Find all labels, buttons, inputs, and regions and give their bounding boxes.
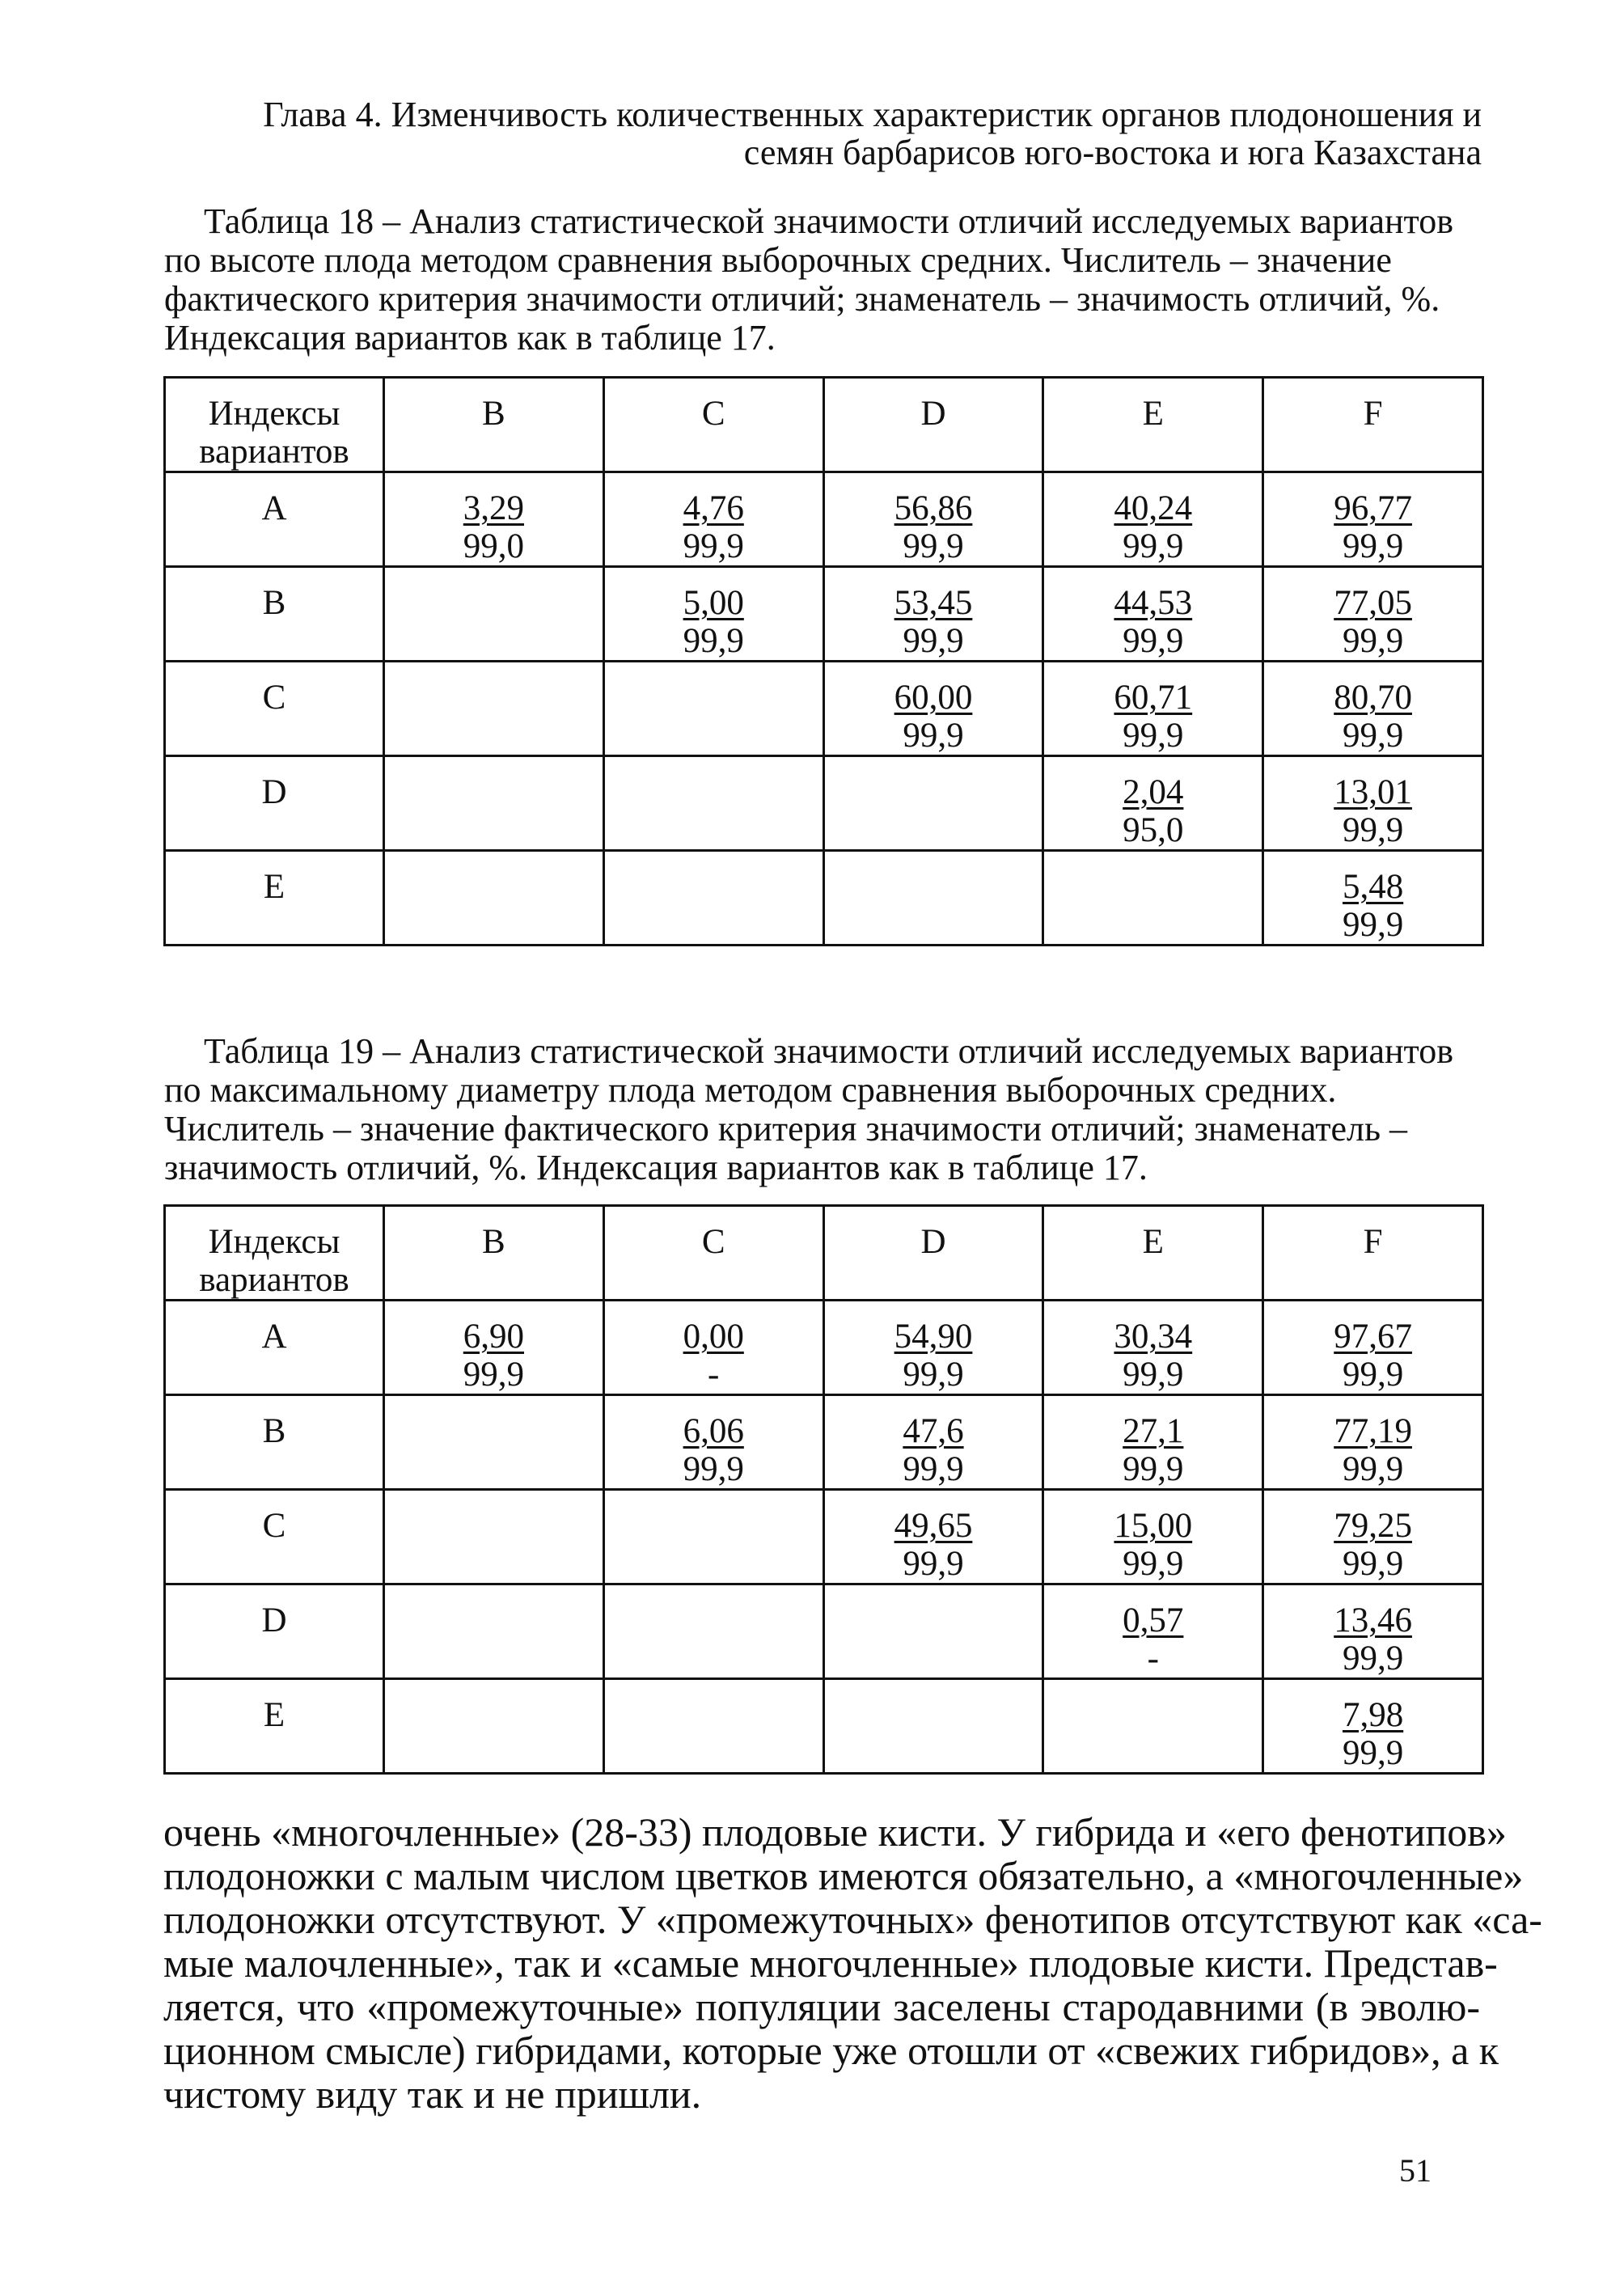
denominator: 99,9	[683, 527, 744, 565]
table-19-caption	[164, 1032, 1480, 1187]
denominator: 99,9	[1342, 1639, 1404, 1677]
caption-line: Таблица 19 – Анализ статистической значимости отличий исследуемых вариантов	[204, 1031, 1453, 1071]
caption-line: по максимальному диаметру плода методом сравнения выборочных средних.	[164, 1070, 1337, 1110]
numerator: 4,76	[683, 489, 744, 527]
paragraph-line: ционном смысле) гибридами, которые уже отошли от «свежих гибридов», а к	[163, 2028, 1499, 2073]
caption-line: по высоте плода методом сравнения выборочных средних. Числитель – значение	[164, 240, 1392, 280]
column-header-b: B	[384, 1206, 604, 1301]
denominator: 99,9	[1342, 906, 1404, 944]
row-label: D	[165, 1584, 384, 1679]
running-header-line-2: семян барбарисов юго-востока и юга Казахстана	[743, 133, 1482, 172]
paragraph-line: очень «многочленные» (28-33) плодовые кисти. У гибрида и «его фенотипов»	[163, 1809, 1507, 1855]
denominator: 99,9	[1123, 622, 1184, 660]
caption-line: Числитель – значение фактического критерия значимости отличий; знаменатель –	[164, 1109, 1408, 1149]
table-cell	[1263, 851, 1483, 946]
table-cell	[1043, 1301, 1263, 1395]
paragraph-line: ляется, что «промежуточные» популяции заселены стародавними (в эволю-	[163, 1984, 1480, 2029]
column-header-b: B	[384, 378, 604, 472]
table-cell	[1043, 1584, 1263, 1679]
table-cell-empty	[603, 851, 823, 946]
numerator: 47,6	[903, 1412, 964, 1450]
numerator: 77,05	[1334, 584, 1412, 622]
numerator: 77,19	[1334, 1412, 1412, 1450]
table-cell	[823, 1301, 1043, 1395]
denominator: 99,9	[1342, 1734, 1404, 1772]
table-cell-empty	[603, 1679, 823, 1774]
paragraph-line: чистому виду так и не пришли.	[163, 2071, 702, 2117]
table-cell	[823, 1490, 1043, 1584]
table-cell	[1263, 1679, 1483, 1774]
numerator: 5,48	[1342, 868, 1404, 906]
table-row	[165, 756, 1483, 851]
table-cell	[1263, 1490, 1483, 1584]
denominator: 99,9	[903, 717, 964, 755]
table-cell	[1263, 472, 1483, 567]
numerator: 56,86	[894, 489, 973, 527]
paragraph-line: мые малочленные», так и «самые многочленные» плодовые кисти. Представ-	[163, 1940, 1498, 1986]
corner-header-line-1: Индексы	[208, 1223, 340, 1261]
column-header-f: F	[1263, 1206, 1483, 1301]
table-row	[165, 1490, 1483, 1584]
numerator: 60,00	[894, 679, 973, 717]
numerator: 13,46	[1334, 1601, 1412, 1639]
numerator: 6,06	[683, 1412, 744, 1450]
table-cell-empty	[384, 662, 604, 756]
column-header-d: D	[823, 1206, 1043, 1301]
table-cell	[823, 662, 1043, 756]
column-header-e: E	[1043, 378, 1263, 472]
denominator: 95,0	[1123, 811, 1184, 849]
numerator: 60,71	[1114, 679, 1193, 717]
column-header-f: F	[1263, 378, 1483, 472]
numerator: 15,00	[1114, 1507, 1193, 1545]
numerator: 54,90	[894, 1318, 973, 1356]
body-paragraph	[163, 1809, 1542, 2117]
denominator: 99,9	[903, 1450, 964, 1488]
table-header-row	[165, 378, 1483, 472]
numerator: 0,57	[1123, 1601, 1184, 1639]
table-cell	[1043, 472, 1263, 567]
table-cell	[1263, 567, 1483, 662]
table-cell	[1263, 1584, 1483, 1679]
row-label: B	[165, 1395, 384, 1490]
row-label: A	[165, 472, 384, 567]
numerator: 53,45	[894, 584, 973, 622]
table-cell	[1263, 1301, 1483, 1395]
table-cell-empty	[1043, 1679, 1263, 1774]
paragraph-line: плодоножки с малым числом цветков имеются обязательно, а «многочленные»	[163, 1853, 1524, 1898]
row-label: A	[165, 1301, 384, 1395]
column-header-d: D	[823, 378, 1043, 472]
row-label: C	[165, 662, 384, 756]
table-cell-empty	[384, 1490, 604, 1584]
denominator: 99,9	[903, 1356, 964, 1394]
table-cell	[603, 1301, 823, 1395]
denominator: 99,9	[1342, 622, 1404, 660]
table-cell	[603, 1395, 823, 1490]
paragraph-line: плодоножки отсутствуют. У «промежуточных» фенотипов отсутствуют как «са-	[163, 1897, 1542, 1942]
table-cell	[384, 1301, 604, 1395]
table-row	[165, 1395, 1483, 1490]
row-label: E	[165, 851, 384, 946]
numerator: 49,65	[894, 1507, 973, 1545]
denominator: 99,9	[1342, 527, 1404, 565]
numerator: 96,77	[1334, 489, 1412, 527]
table-cell	[1043, 1395, 1263, 1490]
denominator: -	[1147, 1639, 1159, 1677]
table-cell	[1043, 756, 1263, 851]
table-cell-empty	[823, 1679, 1043, 1774]
numerator: 0,00	[683, 1318, 744, 1356]
numerator: 40,24	[1114, 489, 1193, 527]
column-header-c: C	[603, 1206, 823, 1301]
denominator: 99,9	[683, 622, 744, 660]
numerator: 80,70	[1334, 679, 1412, 717]
column-header-e: E	[1043, 1206, 1263, 1301]
denominator: 99,9	[1123, 1545, 1184, 1583]
denominator: 99,9	[903, 622, 964, 660]
numerator: 3,29	[463, 489, 525, 527]
table-row	[165, 662, 1483, 756]
denominator: 99,9	[1342, 1545, 1404, 1583]
corner-header-line-2: вариантов	[199, 433, 349, 471]
table-cell	[1263, 662, 1483, 756]
denominator: 99,9	[1123, 1356, 1184, 1394]
table-cell	[823, 472, 1043, 567]
denominator: 99,9	[1342, 811, 1404, 849]
denominator: 99,0	[463, 527, 525, 565]
table-cell	[1263, 1395, 1483, 1490]
table-18-caption	[164, 202, 1480, 357]
corner-header-line-1: Индексы	[208, 395, 340, 433]
numerator: 5,00	[683, 584, 744, 622]
caption-line: фактического критерия значимости отличий; знаменатель – значимость отличий, %.	[164, 279, 1440, 319]
numerator: 79,25	[1334, 1507, 1412, 1545]
denominator: 99,9	[1342, 1356, 1404, 1394]
table-cell-empty	[384, 851, 604, 946]
denominator: 99,9	[463, 1356, 525, 1394]
table-cell	[823, 1395, 1043, 1490]
table-cell-empty	[384, 567, 604, 662]
running-header-line-1: Глава 4. Изменчивость количественных характеристик органов плодоношения и	[263, 95, 1482, 134]
table-row	[165, 1679, 1483, 1774]
table-cell	[1043, 662, 1263, 756]
table-cell-empty	[823, 1584, 1043, 1679]
caption-line: значимость отличий, %. Индексация вариантов как в таблице 17.	[164, 1148, 1148, 1187]
denominator: 99,9	[1342, 1450, 1404, 1488]
table-row	[165, 1584, 1483, 1679]
table-row	[165, 1301, 1483, 1395]
numerator: 27,1	[1123, 1412, 1184, 1450]
page-number: 51	[1399, 2152, 1432, 2189]
column-header-c: C	[603, 378, 823, 472]
row-label: D	[165, 756, 384, 851]
table-cell-empty	[823, 851, 1043, 946]
denominator: 99,9	[1342, 717, 1404, 755]
table-row	[165, 851, 1483, 946]
table-cell-empty	[603, 1490, 823, 1584]
table-cell-empty	[823, 756, 1043, 851]
denominator: 99,9	[903, 527, 964, 565]
corner-header-cell	[165, 1206, 384, 1301]
row-label: C	[165, 1490, 384, 1584]
denominator: 99,9	[1123, 527, 1184, 565]
numerator: 30,34	[1114, 1318, 1193, 1356]
table-cell-empty	[384, 1395, 604, 1490]
table-cell-empty	[384, 756, 604, 851]
table-cell	[1043, 1490, 1263, 1584]
row-label: B	[165, 567, 384, 662]
table-19	[163, 1204, 1484, 1775]
table-cell	[823, 567, 1043, 662]
table-row	[165, 567, 1483, 662]
table-cell	[1263, 756, 1483, 851]
denominator: 99,9	[903, 1545, 964, 1583]
table-cell-empty	[603, 662, 823, 756]
caption-line: Таблица 18 – Анализ статистической значимости отличий исследуемых вариантов	[204, 201, 1453, 241]
table-cell	[603, 472, 823, 567]
numerator: 13,01	[1334, 773, 1412, 811]
table-header-row	[165, 1206, 1483, 1301]
corner-header-line-2: вариантов	[199, 1261, 349, 1299]
table-cell-empty	[1043, 851, 1263, 946]
table-cell	[603, 567, 823, 662]
numerator: 97,67	[1334, 1318, 1412, 1356]
denominator: -	[708, 1356, 720, 1394]
table-cell-empty	[384, 1679, 604, 1774]
table-18	[163, 376, 1484, 946]
table-cell	[1043, 567, 1263, 662]
corner-header-cell	[165, 378, 384, 472]
row-label: E	[165, 1679, 384, 1774]
numerator: 2,04	[1123, 773, 1184, 811]
table-row	[165, 472, 1483, 567]
table-cell-empty	[384, 1584, 604, 1679]
numerator: 6,90	[463, 1318, 525, 1356]
numerator: 44,53	[1114, 584, 1193, 622]
numerator: 7,98	[1342, 1696, 1404, 1734]
table-cell	[384, 472, 604, 567]
denominator: 99,9	[1123, 717, 1184, 755]
caption-line: Индексация вариантов как в таблице 17.	[164, 318, 776, 357]
running-header	[243, 95, 1482, 171]
denominator: 99,9	[1123, 1450, 1184, 1488]
table-cell-empty	[603, 756, 823, 851]
denominator: 99,9	[683, 1450, 744, 1488]
table-cell-empty	[603, 1584, 823, 1679]
